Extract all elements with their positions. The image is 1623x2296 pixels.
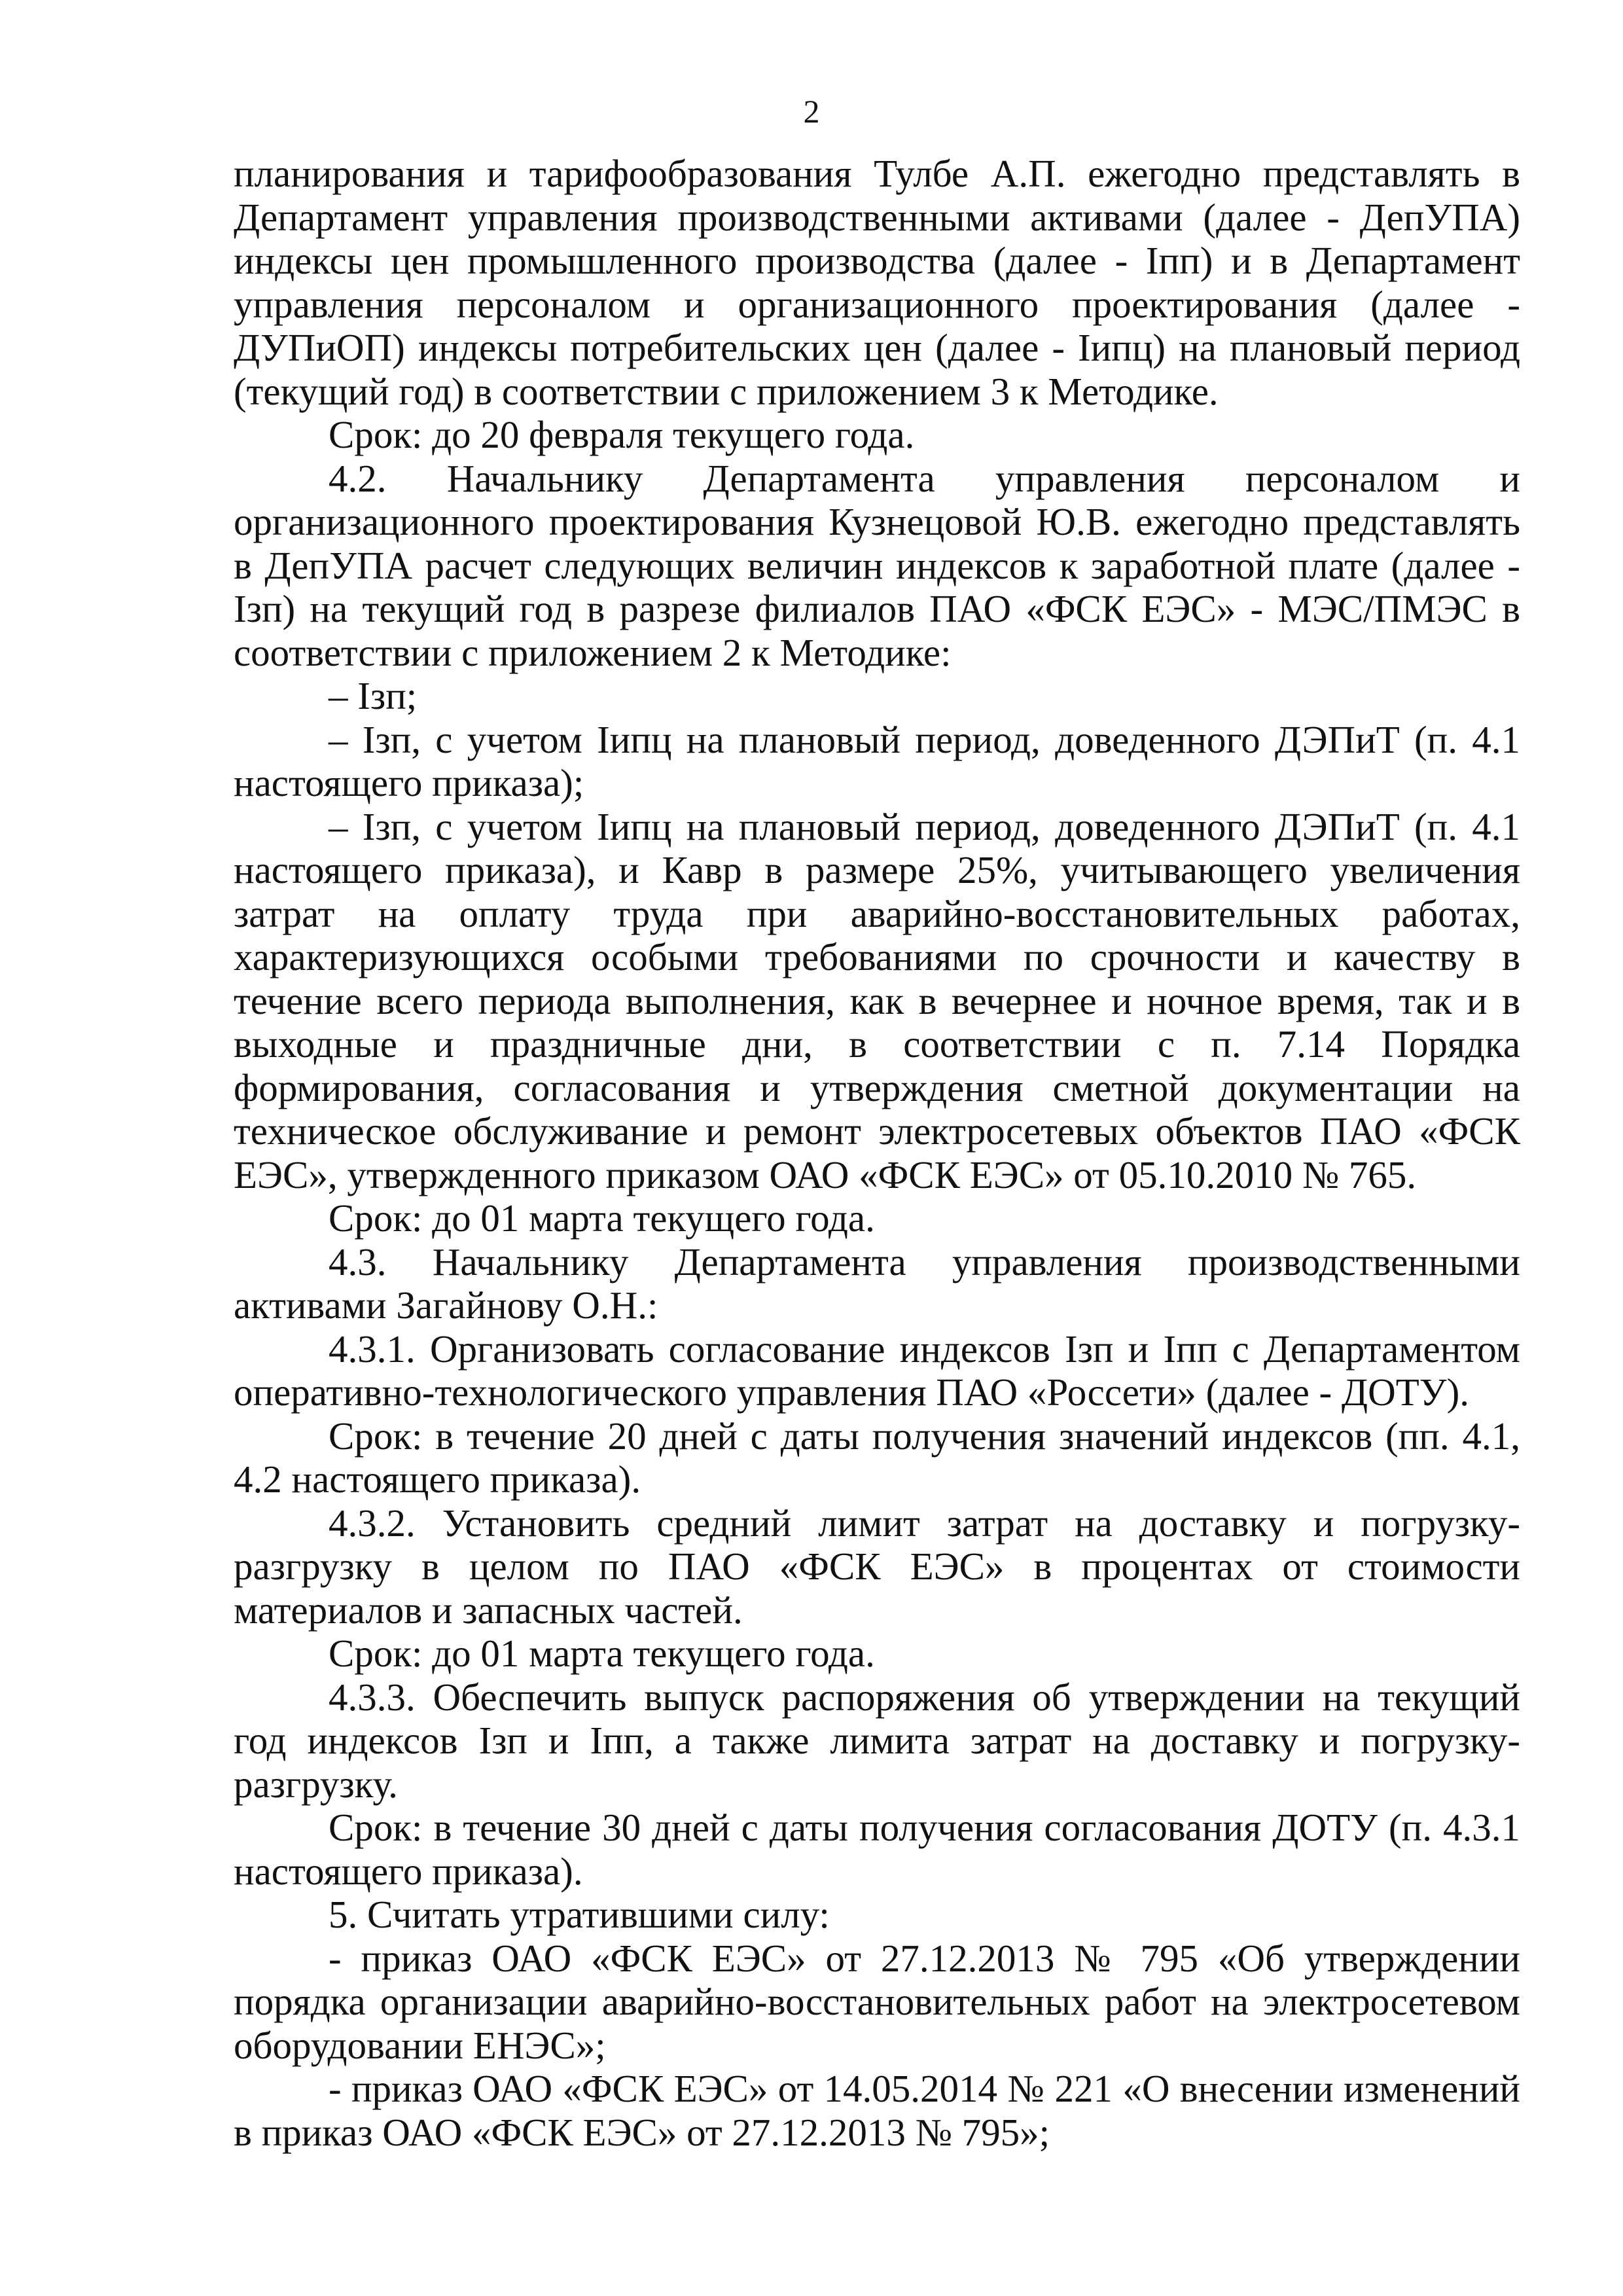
paragraph-p17: - приказ ОАО «ФСК ЕЭС» от 14.05.2014 № 221 «О внесении изменений в приказ ОАО «ФСК ЕЭС» от 27.12.2013 № 795»;: [234, 2067, 1520, 2154]
paragraph-p5: – Iзп, с учетом Iипц на плановый период, доведенного ДЭПиТ (п. 4.1 настоящего приказа);: [234, 717, 1520, 804]
paragraph-p11: 4.3.2. Установить средний лимит затрат на доставку и погрузку-разгрузку в целом по ПАО «ФСК ЕЭС» в процентах от стоимости материалов и запасных частей.: [234, 1501, 1520, 1632]
page-number: 2: [803, 93, 820, 130]
paragraph-p14: Срок: в течение 30 дней с даты получения согласования ДОТУ (п. 4.3.1 настоящего приказа).: [234, 1806, 1520, 1893]
paragraph-p4: – Iзп;: [329, 674, 418, 717]
paragraph-p9: 4.3.1. Организовать согласование индексов Iзп и Iпп с Департаментом оперативно-технологического управления ПАО «Россети» (далее - ДОТУ).: [234, 1327, 1520, 1414]
paragraph-p13: 4.3.3. Обеспечить выпуск распоряжения об утверждении на текущий год индексов Iзп и Iпп, а также лимита затрат на доставку и погрузку-разгрузку.: [234, 1675, 1520, 1806]
paragraph-p10: Срок: в течение 20 дней с даты получения значений индексов (пп. 4.1, 4.2 настоящего приказа).: [234, 1414, 1520, 1501]
paragraph-p8: 4.3. Начальнику Департамента управления производственными активами Загайнову О.Н.:: [234, 1240, 1520, 1327]
paragraph-p6: – Iзп, с учетом Iипц на плановый период, доведенного ДЭПиТ (п. 4.1 настоящего приказа), и Кавр в размере 25%, учитывающего увеличения затрат на оплату труда при аварийно-восстановительных работах, характеризующихся особыми требованиями по срочности и качеству в течение всего периода выполнения, как в вечернее и ночное время, так и в выходные и праздничные дни, в соответствии с п. 7.14 Порядка формирования, согласования и утверждения сметной документации на техническое обслуживание и ремонт электросетевых объектов ПАО «ФСК ЕЭС», утвержденного приказом ОАО «ФСК ЕЭС» от 05.10.2010 № 765.: [234, 804, 1520, 1196]
document-body: [234, 152, 1520, 2154]
paragraph-p7: Срок: до 01 марта текущего года.: [329, 1196, 875, 1240]
paragraph-p15: 5. Считать утратившими силу:: [329, 1893, 830, 1936]
paragraph-p12: Срок: до 01 марта текущего года.: [329, 1632, 875, 1675]
paragraph-p16: - приказ ОАО «ФСК ЕЭС» от 27.12.2013 № 795 «Об утверждении порядка организации аварийно-восстановительных работ на электросетевом оборудовании ЕНЭС»;: [234, 1936, 1520, 2067]
paragraph-p1: планирования и тарифообразования Тулбе А.П. ежегодно представлять в Департамент управления производственными активами (далее - ДепУПА) индексы цен промышленного производства (далее - Iпп) и в Департамент управления персоналом и организационного проектирования (далее - ДУПиОП) индексы потребительских цен (далее - Iипц) на плановый период (текущий год) в соответствии с приложением 3 к Методике.: [234, 152, 1520, 413]
paragraph-p2: Срок: до 20 февраля текущего года.: [329, 413, 915, 456]
paragraph-p3: 4.2. Начальнику Департамента управления персоналом и организационного проектирования Кузнецовой Ю.В. ежегодно представлять в ДепУПА расчет следующих величин индексов к заработной плате (далее - Iзп) на текущий год в разрезе филиалов ПАО «ФСК ЕЭС» - МЭС/ПМЭС в соответствии с приложением 2 к Методике:: [234, 456, 1520, 674]
